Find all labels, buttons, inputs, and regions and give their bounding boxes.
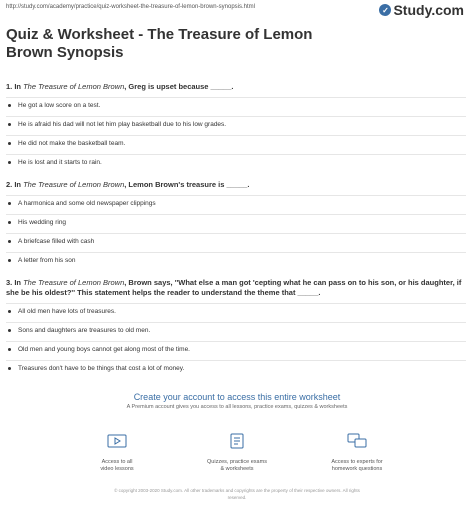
- question-1: [6, 82, 466, 168]
- cta-subtitle: A Premium account gives you access to all lessons, practice exams, quizzes & worksheets: [126, 404, 348, 410]
- answer-option[interactable]: All old men have lots of treasures.: [6, 303, 466, 317]
- video-icon: [106, 432, 128, 450]
- answer-option[interactable]: His wedding ring: [6, 214, 466, 228]
- logo-icon: ✓: [379, 4, 391, 16]
- bullet-icon: [8, 348, 11, 351]
- page-title: Quiz & Worksheet - The Treasure of Lemon Brown Synopsis: [6, 26, 313, 61]
- feature-quizzes: Quizzes, practice exams & worksheets: [177, 432, 297, 473]
- bullet-icon: [8, 161, 11, 164]
- answer-option[interactable]: Old men and young boys cannot get along most of the time.: [6, 341, 466, 355]
- page-url[interactable]: http://study.com/academy/practice/quiz-worksheet-the-treasure-of-lemon-brown-synopsis.html: [6, 4, 255, 10]
- bullet-icon: [8, 123, 11, 126]
- chat-icon: [346, 432, 368, 450]
- feature-experts: Access to experts for homework questions: [297, 432, 417, 473]
- question-text: 3. In The Treasure of Lemon Brown, Brown says, ''What else a man got 'cepting what he can pass on to his son, or his daughter, if she be his oldest?'' This statement helps the reader to understand the theme that _____.: [6, 278, 462, 297]
- question-2: [6, 180, 466, 266]
- bullet-icon: [8, 240, 11, 243]
- bullet-icon: [8, 202, 11, 205]
- bullet-icon: [8, 329, 11, 332]
- question-3: [6, 278, 466, 374]
- bullet-icon: [8, 142, 11, 145]
- quiz-icon: [226, 432, 248, 450]
- bullet-icon: [8, 221, 11, 224]
- answer-option[interactable]: A briefcase filled with cash: [6, 233, 466, 247]
- answer-option[interactable]: A harmonica and some old newspaper clippings: [6, 195, 466, 209]
- study-logo[interactable]: [379, 2, 464, 18]
- top-bar: [0, 0, 474, 20]
- answer-option[interactable]: He is afraid his dad will not let him play basketball due to his low grades.: [6, 116, 466, 130]
- answer-option[interactable]: He is lost and it starts to rain.: [6, 154, 466, 168]
- cta-title[interactable]: Create your account to access this entire worksheet: [133, 392, 341, 402]
- bullet-icon: [8, 367, 11, 370]
- logo-text: Study.com: [393, 2, 464, 18]
- bullet-icon: [8, 104, 11, 107]
- answer-option[interactable]: He did not make the basketball team.: [6, 135, 466, 149]
- signup-cta: [0, 392, 474, 410]
- answer-option[interactable]: Treasures don't have to be things that cost a lot of money.: [6, 360, 466, 374]
- bullet-icon: [8, 259, 11, 262]
- answer-option[interactable]: A letter from his son: [6, 252, 466, 266]
- answer-option[interactable]: He got a low score on a test.: [6, 97, 466, 111]
- question-text: 2. In The Treasure of Lemon Brown, Lemon Brown's treasure is _____.: [6, 180, 250, 189]
- bullet-icon: [8, 310, 11, 313]
- feature-video: Access to all video lessons: [57, 432, 177, 473]
- answer-option[interactable]: Sons and daughters are treasures to old men.: [6, 322, 466, 336]
- copyright-notice: © copyright 2003-2020 Study.com. All other trademarks and copyrights are the property of their respective owners. All rights reserved.: [114, 488, 360, 500]
- question-text: 1. In The Treasure of Lemon Brown, Greg is upset because _____.: [6, 82, 234, 91]
